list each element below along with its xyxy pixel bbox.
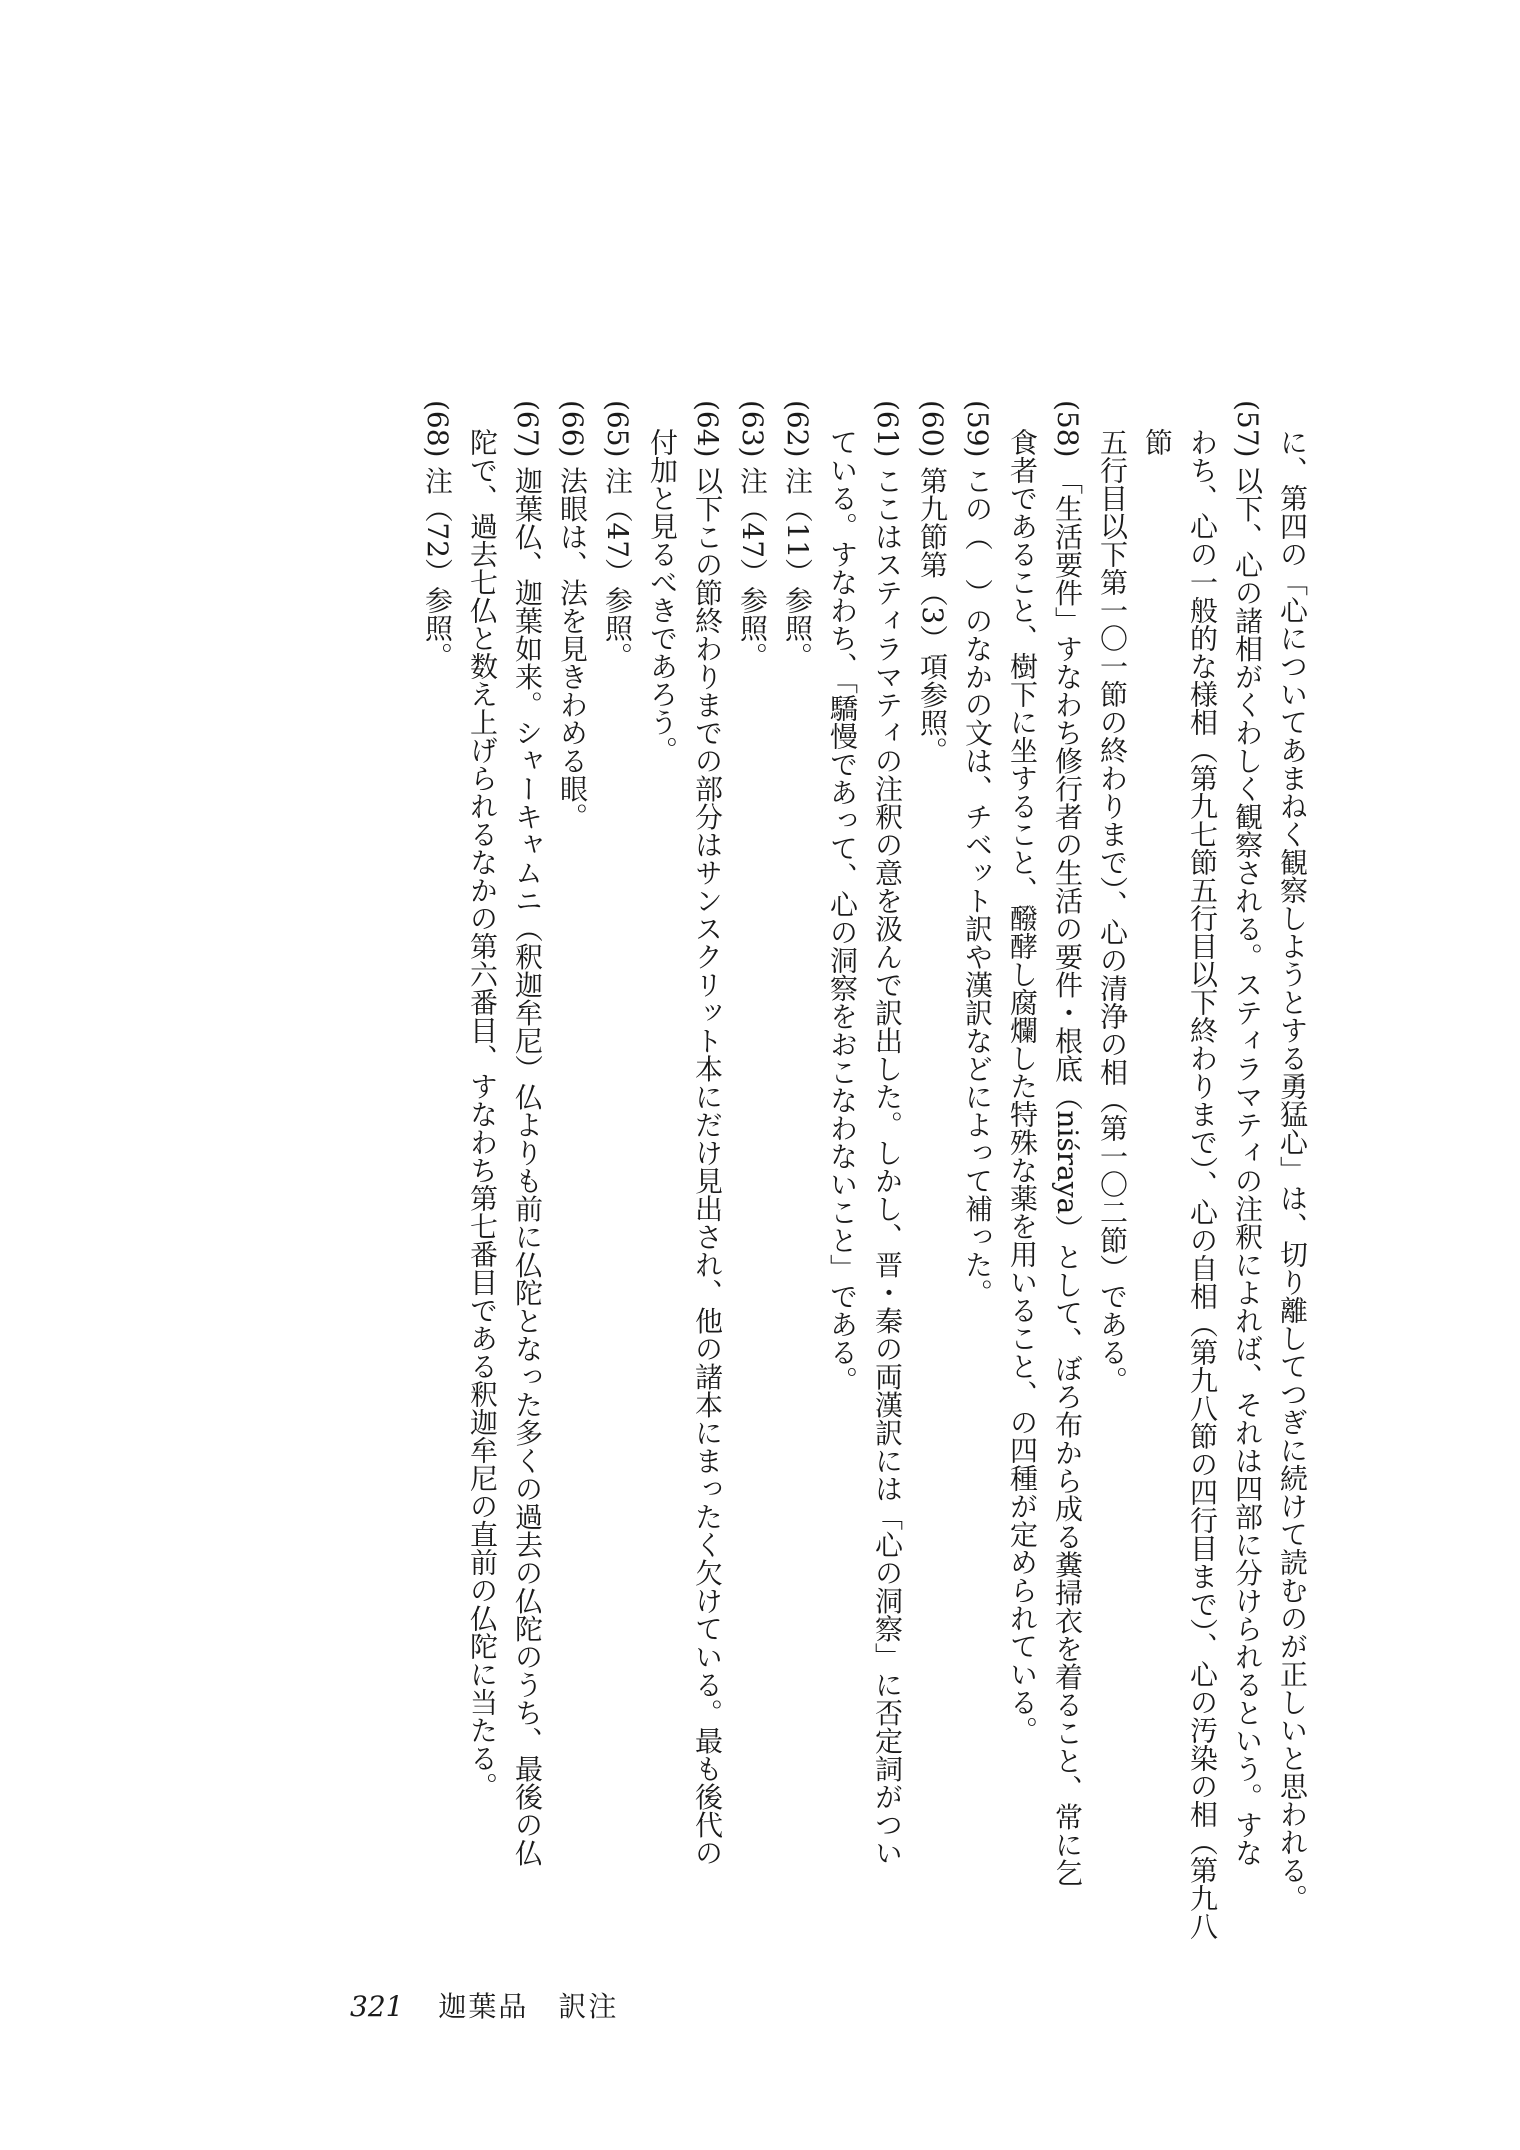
note-line: (63) 注（47）参照。 (736, 400, 769, 671)
note-line: (61) ここはスティラマティの注釈の意を汲んで訳出した。しかし、晋・秦の両漢訳には「心の洞察」に否定詞がつい (871, 400, 904, 1867)
note-continuation-line: 付加と見るべきであろう。 (646, 428, 679, 764)
note-continuation-line: 陀で、過去七仏と数え上げられるなかの第六番目、すなわち第七番目である釈迦牟尼の直前の仏陀に当たる。 (466, 428, 499, 1800)
note-line: (64) 以下この節終わりまでの部分はサンスクリット本にだけ見出され、他の諸本にまったく欠けている。最も後代の (691, 400, 724, 1867)
page-number: 321 (350, 1990, 404, 2023)
note-line: (60) 第九節第（3）項参照。 (916, 400, 949, 765)
running-title: 迦葉品 訳注 (438, 1990, 619, 2023)
note-line: (68) 注（72）参照。 (421, 400, 454, 671)
note-continuation-line: 食者であること、樹下に坐すること、醱酵し腐爛した特殊な薬を用いること、の四種が定められている。 (1006, 428, 1039, 1744)
note-line: (67) 迦葉仏、迦葉如来。シャーキャムニ（釈迦牟尼）仏よりも前に仏陀となった多くの過去の仏陀のうち、最後の仏 (511, 400, 544, 1867)
note-line: (62) 注（11）参照。 (781, 400, 814, 671)
note-line: (58) 「生活要件」すなわち修行者の生活の要件・根底（niśraya）として、ぼろ布から成る糞掃衣を着ること、常に乞 (1051, 400, 1084, 1887)
annotation-text-block (275, 400, 1315, 1960)
note-line: (59) この（ ）のなかの文は、チベット訳や漢訳などによって補った。 (961, 400, 994, 1307)
note-continuation-line: 五行目以下第一〇一節の終わりまで）、心の清浄の相（第一〇二節）である。 (1096, 428, 1129, 1394)
page-footer (350, 1985, 750, 2025)
note-continuation-line: わち、心の一般的な様相（第九七節五行目以下終わりまで）、心の自相（第九八節の四行目まで）、心の汚染の相（第九八節 (1141, 428, 1219, 1940)
note-line: (66) 法眼は、法を見きわめる眼。 (556, 400, 589, 831)
note-continuation-line: ている。すなわち、「驕慢であって、心の洞察をおこなわないこと」である。 (826, 428, 859, 1394)
note-line: (57) 以下、心の諸相がくわしく観察される。スティラマティの注釈によれば、それは四部に分けられるという。すな (1231, 400, 1264, 1867)
note-line: (65) 注（47）参照。 (601, 400, 634, 671)
note-continuation-line: に、第四の「心についてあまねく観察しようとする勇猛心」は、切り離してつぎに続けて読むのが正しいと思われる。 (1276, 428, 1309, 1912)
